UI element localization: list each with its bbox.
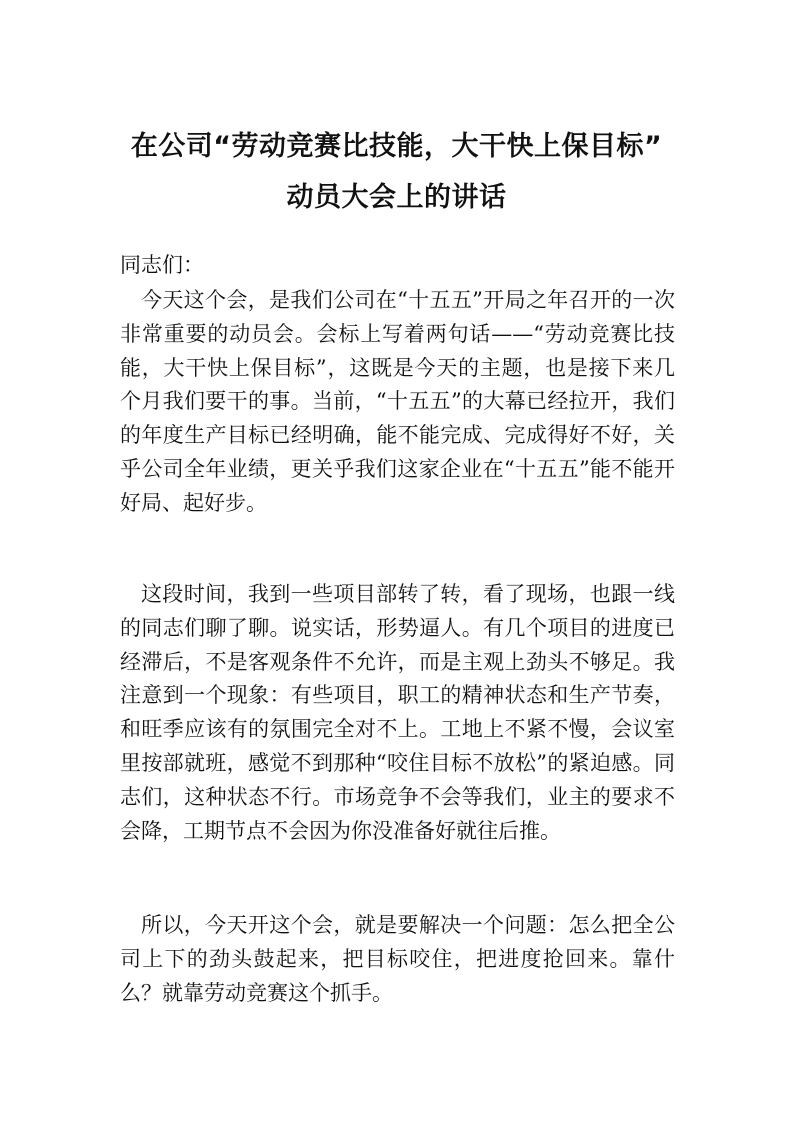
paragraph-text: 这段时间，我到一些项目部转了转，看了现场，也跟一线的同志们聊了聊。说实话，形势逼人。有几个项目的进度已经滞后，不是客观条件不允许，而是主观上劲头不够足。我注意到一个现象：有些项目，职工的精神状态和生产节奏，和旺季应该有的氛围完全对不上。工地上不紧不慢，会议室里按部就班，感觉不到那种“咬住目标不放松”的紧迫感。同志们，这种状态不行。市场竞争不会等我们，业主的要求不会降，工期节点不会因为你没准备好就往后推。 — [120, 582, 675, 843]
paragraph — [120, 578, 675, 848]
paragraph — [120, 284, 675, 521]
document-title-line-2: 动员大会上的讲话 — [286, 182, 507, 213]
salutation: 同志们： — [120, 253, 204, 277]
paragraph-text: 所以，今天开这个会，就是要解决一个问题：怎么把全公司上下的劲头鼓起来，把目标咬住，把进度抢回来。靠什么？就靠劳动竞赛这个抓手。 — [120, 913, 675, 1005]
document-title-line-1: 在公司“劳动竞赛比技能，大干快上保目标” — [130, 131, 663, 162]
paragraph-text: 今天这个会，是我们公司在“十五五”开局之年召开的一次非常重要的动员会。会标上写着两句话——“劳动竞赛比技能，大干快上保目标”，这既是今天的主题，也是接下来几个月我们要干的事。当前，“十五五”的大幕已经拉开，我们的年度生产目标已经明确，能不能完成、完成得好不好，关乎公司全年业绩，更关乎我们这家企业在“十五五”能不能开好局、起好步。 — [120, 288, 675, 515]
paragraph — [120, 909, 675, 1010]
